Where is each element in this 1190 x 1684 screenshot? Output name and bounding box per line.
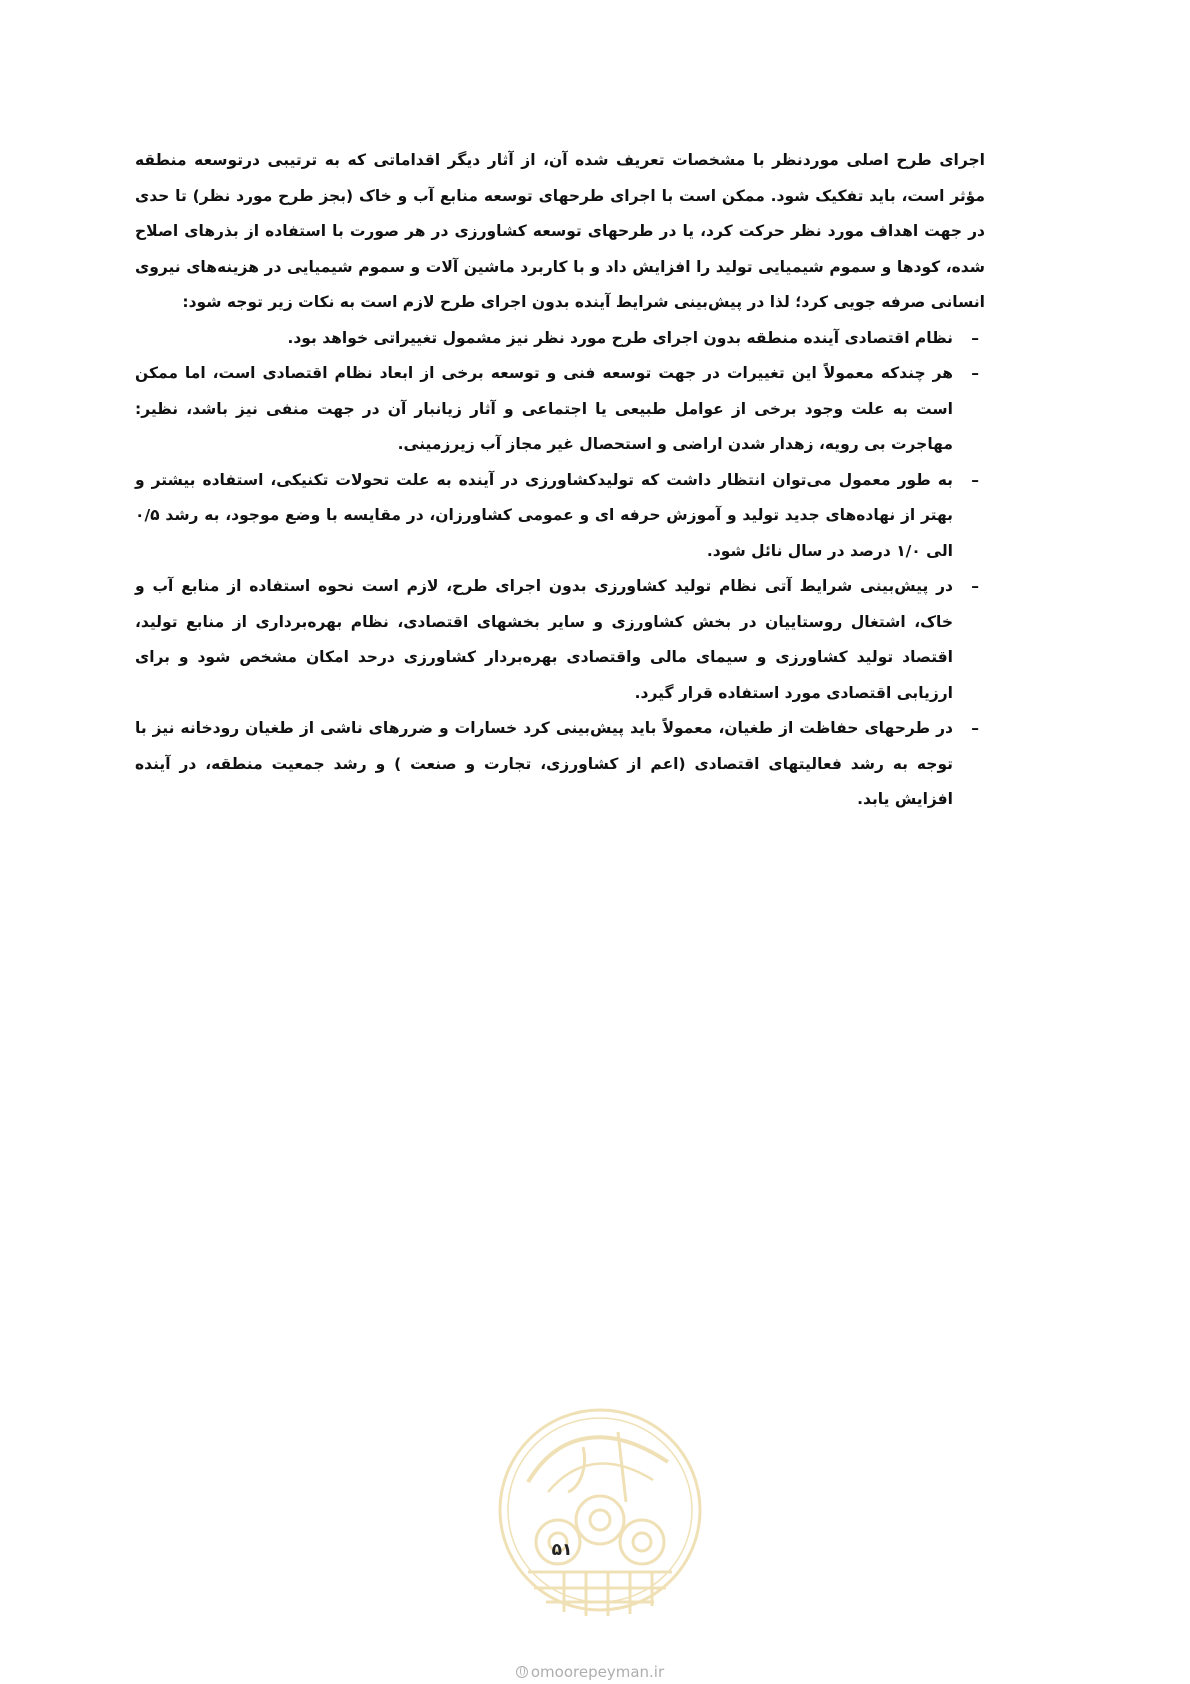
list-item-text: به طور معمول می‌توان انتظار داشت که تولیدکشاورزی در آینده به علت تحولات تکنیکی، استفاده بیشتر و بهتر از نهاده‌های جدید تولید و آموزش حرفه ای و عمومی کشاورزان، در مقایسه با وضع موجود، به رشد ۰/۵ الی ۱/۰ درصد در سال نائل شود. (135, 470, 953, 560)
watermark-logo-icon (488, 1392, 712, 1632)
bullet-marker: – (971, 328, 979, 347)
bullet-marker: – (971, 719, 979, 737)
bullet-marker: – (971, 470, 979, 489)
list-item (135, 711, 985, 818)
globe-icon (516, 1666, 528, 1678)
watermark-site (470, 1663, 710, 1681)
bullet-marker: – (971, 364, 979, 382)
list-item-text: هر چندکه معمولاً این تغییرات در جهت توسعه فنی و توسعه برخی از ابعاد نظام اقتصادی است، اما ممکن است به علت وجود برخی از عوامل طبیعی یا اجتماعی و آثار زیانبار آن در جهت منفی نیز باشد، نظیر: مهاجرت بی رویه، زهدار شدن اراضی و استحصال غیر مجاز آب زیرزمینی. (135, 364, 953, 453)
list-item-text: در پیش‌بینی شرایط آتی نظام تولید کشاورزی بدون اجرای طرح، لازم است نحوه استفاده از منابع آب و خاک، اشتغال روستاییان در بخش کشاورزی و سایر بخشهای اقتصادی، نظام بهره‌برداری از منابع تولید، اقتصاد تولید کشاورزی و سیمای مالی واقتصادی بهره‌بردار کشاورزی درحد امکان مشخص شود و برای ارزیابی اقتصادی مورد استفاده قرار گیرد. (135, 577, 953, 702)
document-body (135, 143, 985, 818)
bullet-list (135, 321, 985, 818)
watermark-site-text: omoorepeyman.ir (530, 1663, 665, 1681)
list-item (135, 569, 985, 711)
list-item-text: در طرحهای حفاظت از طغیان، معمولاً باید پیش‌بینی کرد خسارات و ضررهای ناشی از طغیان رودخانه نیز با توجه به رشد فعالیتهای اقتصادی (اعم از کشاورزی، تجارت و صنعت ) و رشد جمعیت منطقه، در آینده افزایش یابد. (135, 719, 953, 808)
page-number: ۵۱ (551, 1540, 573, 1560)
list-item (135, 463, 985, 570)
list-item (135, 321, 985, 357)
list-item-text: نظام اقتصادی آینده منطقه بدون اجرای طرح مورد نظر نیز مشمول تغییراتی خواهد بود. (287, 328, 953, 347)
list-item (135, 356, 985, 463)
intro-paragraph: اجرای طرح اصلی موردنظر با مشخصات تعریف شده آن، از آثار دیگر اقداماتی که به ترتیبی درتوسعه منطقه مؤثر است، باید تفکیک شود. ممکن است با اجرای طرحهای توسعه منابع آب و خاک (بجز طرح مورد نظر) تا حدی در جهت اهداف مورد نظر حرکت کرد، یا در طرحهای توسعه کشاورزی در هر صورت با استفاده از بذرهای اصلاح شده، کودها و سموم شیمیایی تولید را افزایش داد و با کاربرد ماشین آلات و سموم شیمیایی در هزینه‌های نیروی انسانی صرفه جویی کرد؛ لذا در پیش‌بینی شرایط آینده بدون اجرای طرح لازم است به نکات زیر توجه شود: (135, 151, 985, 311)
bullet-marker: – (971, 577, 979, 595)
